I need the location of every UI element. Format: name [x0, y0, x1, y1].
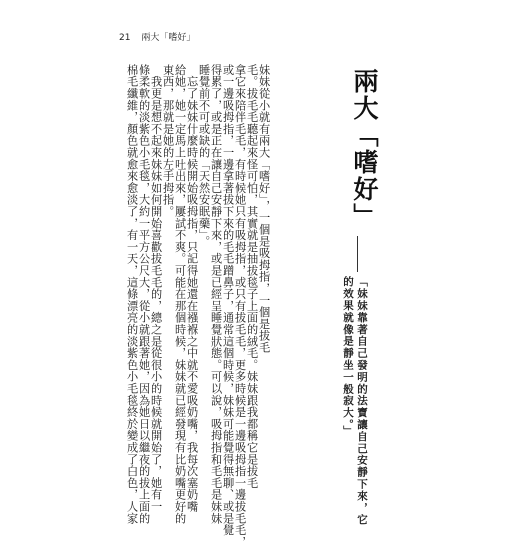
body-line: 毛。拔毛毛聽起來怪可怕，其實就是抽拔毯子上面的絨毛。妹妹跟我都稱它是拔毛 — [245, 64, 259, 489]
body-line: 睡覺前不可或缺的「天然安眠藥」。 — [197, 64, 211, 248]
chapter-title: 兩大「嗜好」 — [350, 68, 379, 230]
quote-line: 「妹妹靠著自己發明的法寶讓自己安靜下來，它 — [356, 276, 368, 526]
body-line: 條柔軟的淡紫色小毛毯，大約一平方公尺大，從小就跟著她，因為她日以繼夜的拔上面的 — [137, 64, 151, 525]
body-line: 棉毛纖維，顏色就愈來愈淡了，有一天，這條漂亮的淡紫色小毛毯終於變成了白色，人家 — [125, 64, 139, 525]
body-line: 東西，那就是她的左手拇指。 — [161, 64, 175, 218]
body-line: 拿它來陪伴毛毛，有時候她只有吸拇指，或只有拔毛毛，更多時候是一邊吸拇指一邊拔毛毛， — [233, 64, 247, 548]
body-line: 給她，她一定馬上吐出來，屢試不爽。可能在那個時候，妹妹就已經發現有比奶嘴更好的 — [173, 64, 187, 525]
running-title: 兩大「嗜好」 — [141, 33, 196, 43]
body-line: 我更是想不起來妹妹如何開始喜歡拔毛毛的，總之是從很小的時候就開始了，她有一 — [149, 64, 163, 513]
body-line: 忘了妹妹什麼時候開始吸拇指，只記得她還在襁褓之中就不愛吸奶嘴，我每次塞奶嘴 — [185, 64, 199, 513]
body-line: 得累了，或是正在讓自己安靜下來，或是已經呈睡覺狀態。可以說，吸拇指和毛毛是妹妹 — [209, 64, 223, 525]
page-number: 21 — [119, 33, 131, 43]
quote-divider — [357, 236, 358, 272]
body-line: 妹妹從小就有兩大「嗜好」，一個是吸拇指，一個是拔毛 — [257, 64, 271, 354]
body-line: 或一邊吸拇指，一邊拿著拔下來的毛毛蹭鼻子，通常這個時候，妹妹可能覺得無聊、或是覺 — [221, 64, 235, 536]
page-header — [119, 30, 195, 43]
quote-line: 的效果就像是靜坐一般寂大。」 — [342, 276, 354, 438]
